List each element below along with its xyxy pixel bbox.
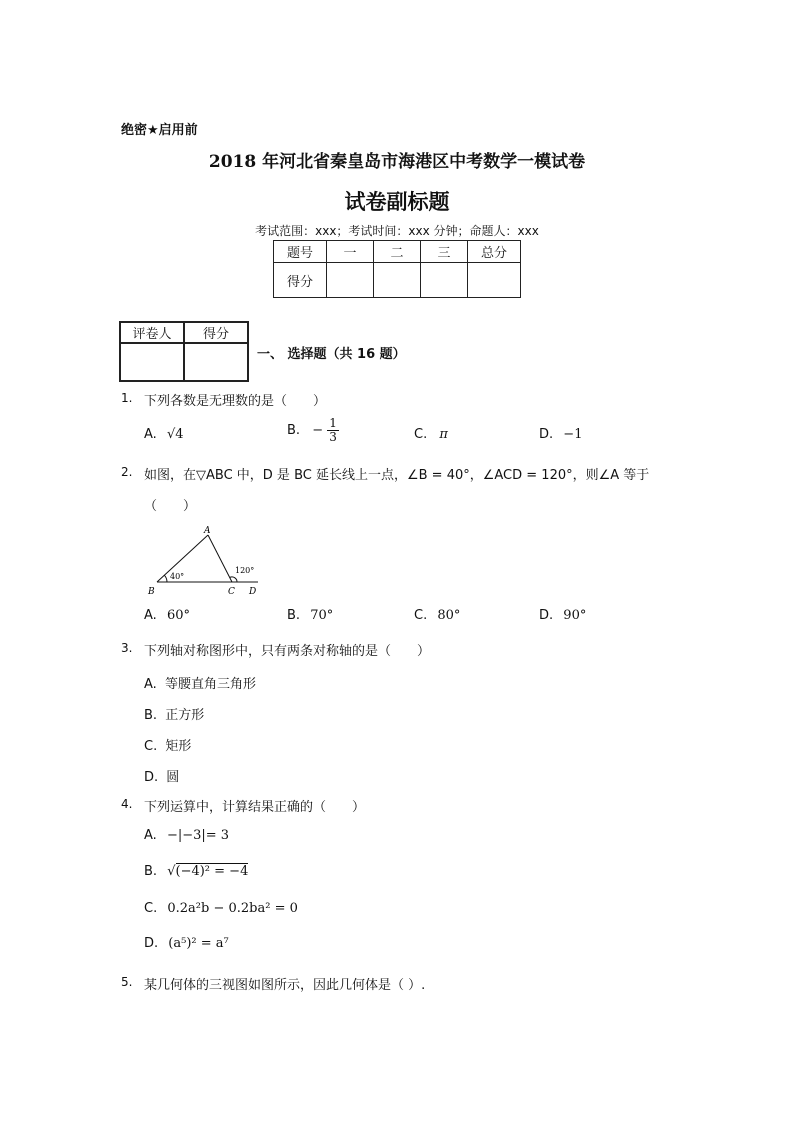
score-cell[interactable] [421, 263, 468, 298]
option-d[interactable] [539, 608, 586, 623]
question-number: 4. [121, 797, 133, 811]
option-b[interactable] [287, 608, 333, 623]
option-label: B. [287, 608, 301, 623]
option-value: −1 [563, 427, 583, 442]
option-label: C. [144, 739, 158, 754]
option-label: D. [144, 936, 159, 951]
option-a[interactable] [144, 828, 229, 843]
grader-table [119, 321, 249, 382]
option-value: π [439, 427, 448, 442]
confidential-label: 绝密★启用前 [121, 123, 198, 138]
question-text: 如图，在▽ABC 中，D 是 BC 延长线上一点，∠B = 40°，∠ACD = 120°，则∠A 等于 [144, 468, 650, 483]
question-text: 某几何体的三视图如图所示，因此几何体是（ ）. [144, 978, 426, 993]
vertex-a-label: A [204, 526, 211, 536]
option-value: 圆 [166, 770, 180, 785]
option-label: A. [144, 608, 157, 623]
option-label: D. [144, 770, 159, 785]
option-a[interactable] [144, 608, 190, 623]
option-fraction [327, 417, 339, 444]
radical-sign: √ [167, 864, 176, 879]
option-value: 0.2a²b − 0.2ba² = 0 [167, 901, 298, 916]
angle-acd-label: 120° [235, 566, 255, 575]
score-header-cell: 三 [421, 241, 468, 263]
grader-cell[interactable] [120, 343, 184, 381]
vertex-b-label: B [148, 587, 155, 597]
option-value: 90° [563, 608, 587, 623]
question-number: 1. [121, 391, 133, 405]
option-c[interactable] [414, 608, 460, 623]
option-value: (−4)² = −4 [175, 864, 249, 879]
fraction-numerator: 1 [329, 416, 337, 430]
option-d[interactable] [144, 936, 229, 951]
option-label: A. [144, 427, 157, 442]
question-number: 3. [121, 641, 133, 655]
option-value: (a⁵)² = a⁷ [168, 936, 229, 951]
question-number: 5. [121, 975, 133, 989]
option-value: 等腰直角三角形 [164, 677, 256, 692]
grader-cell[interactable] [184, 343, 248, 381]
option-c[interactable] [144, 901, 298, 916]
option-label: C. [414, 427, 428, 442]
exam-title: 2018 年河北省秦皇岛市海港区中考数学一模试卷 [208, 152, 586, 172]
option-value: 70° [310, 608, 334, 623]
option-value: 正方形 [165, 708, 205, 723]
exam-info: 考试范围：xxx；考试时间：xxx 分钟；命题人：xxx [255, 224, 539, 238]
option-label: B. [287, 423, 301, 438]
score-header-cell: 总分 [468, 241, 521, 263]
option-label: D. [539, 427, 554, 442]
question-text: 下列运算中，计算结果正确的（ ） [144, 800, 366, 815]
option-a[interactable] [144, 427, 184, 442]
option-label: B. [144, 864, 158, 879]
question-text: 下列轴对称图形中，只有两条对称轴的是（ ） [144, 644, 431, 659]
score-table [273, 240, 521, 298]
score-cell[interactable] [374, 263, 421, 298]
option-label: B. [144, 708, 158, 723]
grader-header-cell: 得分 [184, 322, 248, 343]
score-header-cell: 二 [374, 241, 421, 263]
line-ac [208, 535, 232, 582]
option-label: D. [539, 608, 554, 623]
score-row-label: 得分 [274, 263, 327, 298]
angle-b-arc [164, 575, 167, 582]
score-header-cell: 一 [327, 241, 374, 263]
question-number: 2. [121, 465, 133, 479]
vertex-c-label: C [228, 587, 235, 597]
score-cell[interactable] [468, 263, 521, 298]
option-d[interactable] [144, 766, 179, 785]
score-header-cell: 题号 [274, 241, 327, 263]
option-b[interactable] [287, 417, 339, 444]
angle-b-label: 40° [170, 572, 185, 581]
option-value: 60° [166, 608, 190, 623]
exam-subtitle: 试卷副标题 [344, 189, 450, 214]
option-d[interactable] [539, 427, 582, 442]
option-c[interactable] [144, 735, 191, 754]
vertex-d-label: D [249, 587, 257, 597]
option-label: A. [144, 828, 157, 843]
option-b[interactable] [144, 864, 248, 879]
section-title: 一、 选择题（共 16 题） [257, 347, 406, 362]
option-value: √4 [166, 427, 184, 442]
option-label: C. [414, 608, 428, 623]
triangle-figure [140, 522, 270, 598]
option-value: 80° [437, 608, 461, 623]
question-text-continued: （ ） [144, 499, 197, 514]
question-text: 下列各数是无理数的是（ ） [144, 394, 327, 409]
option-value: 矩形 [165, 739, 192, 754]
option-c[interactable] [414, 427, 448, 442]
option-a[interactable] [144, 673, 256, 692]
option-label: C. [144, 901, 158, 916]
score-cell[interactable] [327, 263, 374, 298]
option-b[interactable] [144, 704, 204, 723]
grader-header-cell: 评卷人 [120, 322, 184, 343]
option-sign: − [312, 423, 324, 438]
option-label: A. [144, 677, 157, 692]
option-value: −|−3|= 3 [166, 828, 230, 843]
fraction-denominator: 3 [329, 430, 337, 444]
